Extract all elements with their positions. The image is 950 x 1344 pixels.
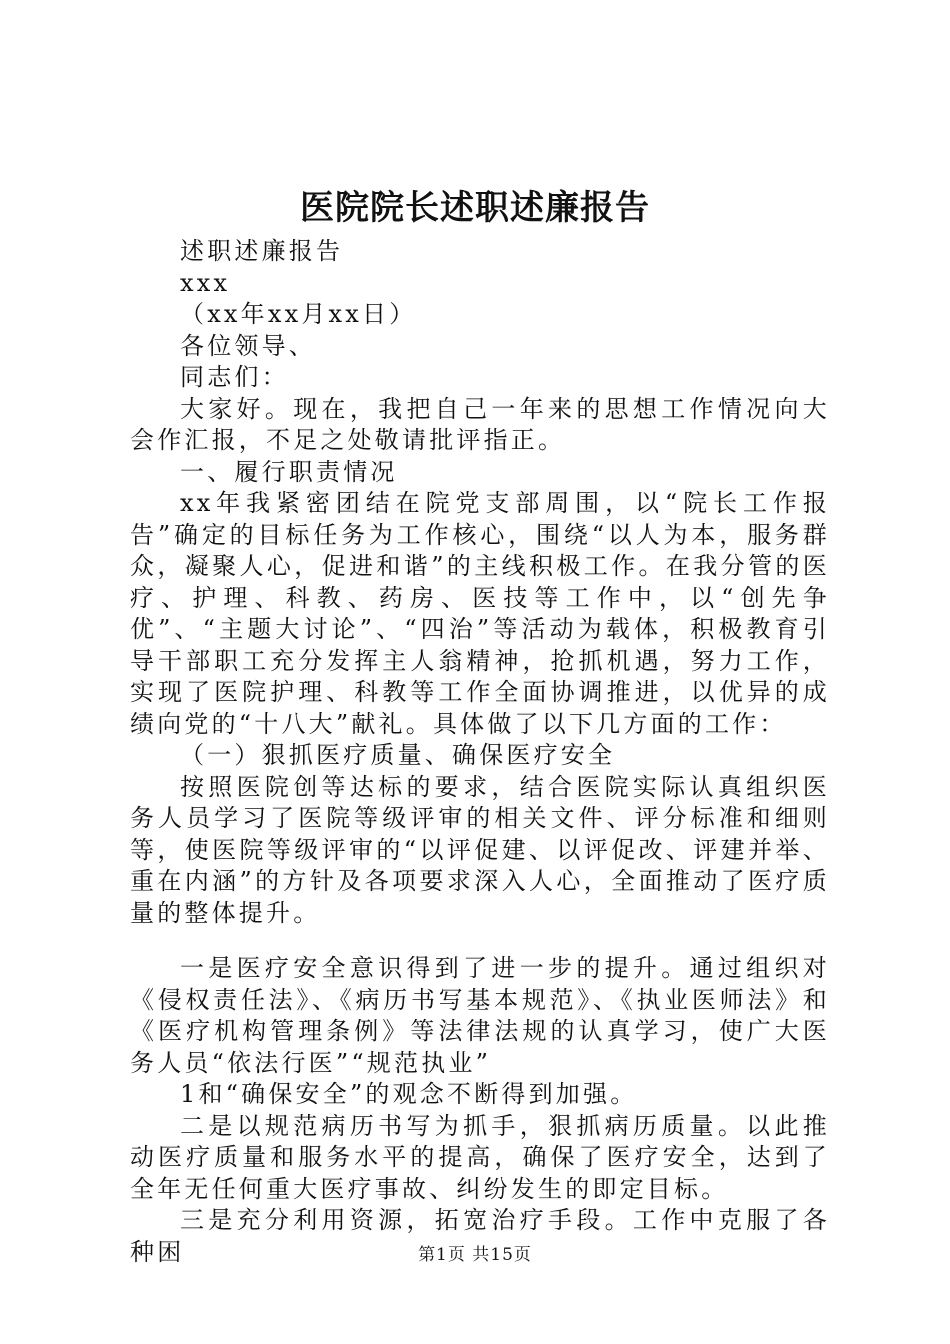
paragraph-gap — [130, 929, 830, 953]
body-paragraph: 述职述廉报告 — [180, 237, 344, 265]
body-paragraph: 大家好。现在，我把自己一年来的思想工作情况向大会作汇报，不足之处敬请批评指正。 — [130, 394, 830, 454]
subsection-heading: （一）狠抓医疗质量、确保医疗安全 — [180, 741, 616, 769]
body-paragraph: 1和“确保安全”的观念不断得到加强。 — [180, 1080, 638, 1108]
body-paragraph: xxx — [180, 268, 231, 297]
body-paragraph: 各位领导、 — [180, 331, 316, 360]
section-heading: 一、履行职责情况 — [180, 457, 398, 486]
document-title: 医院院长述职述廉报告 — [300, 188, 650, 228]
body-paragraph: 一是医疗安全意识得到了进一步的提升。通过组织对《侵权责任法》、《病历书写基本规范》、《执业医师法》和《医疗机构管理条例》等法律法规的认真学习，使广大医务人员“依法行医”“规范执业” — [130, 954, 830, 1077]
body-paragraph: 按照医院创等达标的要求，结合医院实际认真组织医务人员学习了医院等级评审的相关文件、评分标准和细则等，使医院等级评审的“以评促建、以评促改、评建并举、重在内涵”的方针及各项要求深入人心，全面推动了医疗质量的整体提升。 — [130, 772, 830, 927]
document-body — [130, 236, 830, 1268]
body-paragraph: 三是充分利用资源，拓宽治疗手段。工作中克服了各种困 — [130, 1206, 830, 1266]
body-paragraph: 同志们： — [180, 363, 289, 391]
body-paragraph: （xx年xx月xx日） — [180, 300, 417, 328]
body-paragraph: 二是以规范病历书写为抓手，狠抓病历质量。以此推动医疗质量和服务水平的提高，确保了医疗安全，达到了全年无任何重大医疗事故、纠纷发生的即定目标。 — [130, 1111, 830, 1203]
body-paragraph: xx年我紧密团结在院党支部周围，以“院长工作报告”确定的目标任务为工作核心，围绕“以人为本，服务群众，凝聚人心，促进和谐”的主线积极工作。在我分管的医疗、护理、科教、药房、医技等工作中，以“创先争优”、“主题大讨论”、“四治”等活动为载体，积极教育引导干部职工充分发挥主人翁精神，抢抓机遇，努力工作，实现了医院护理、科教等工作全面协调推进，以优异的成绩向党的“十八大”献礼。具体做了以下几方面的工作： — [130, 489, 830, 738]
page-footer: 第1页 共15页 — [418, 1245, 532, 1265]
